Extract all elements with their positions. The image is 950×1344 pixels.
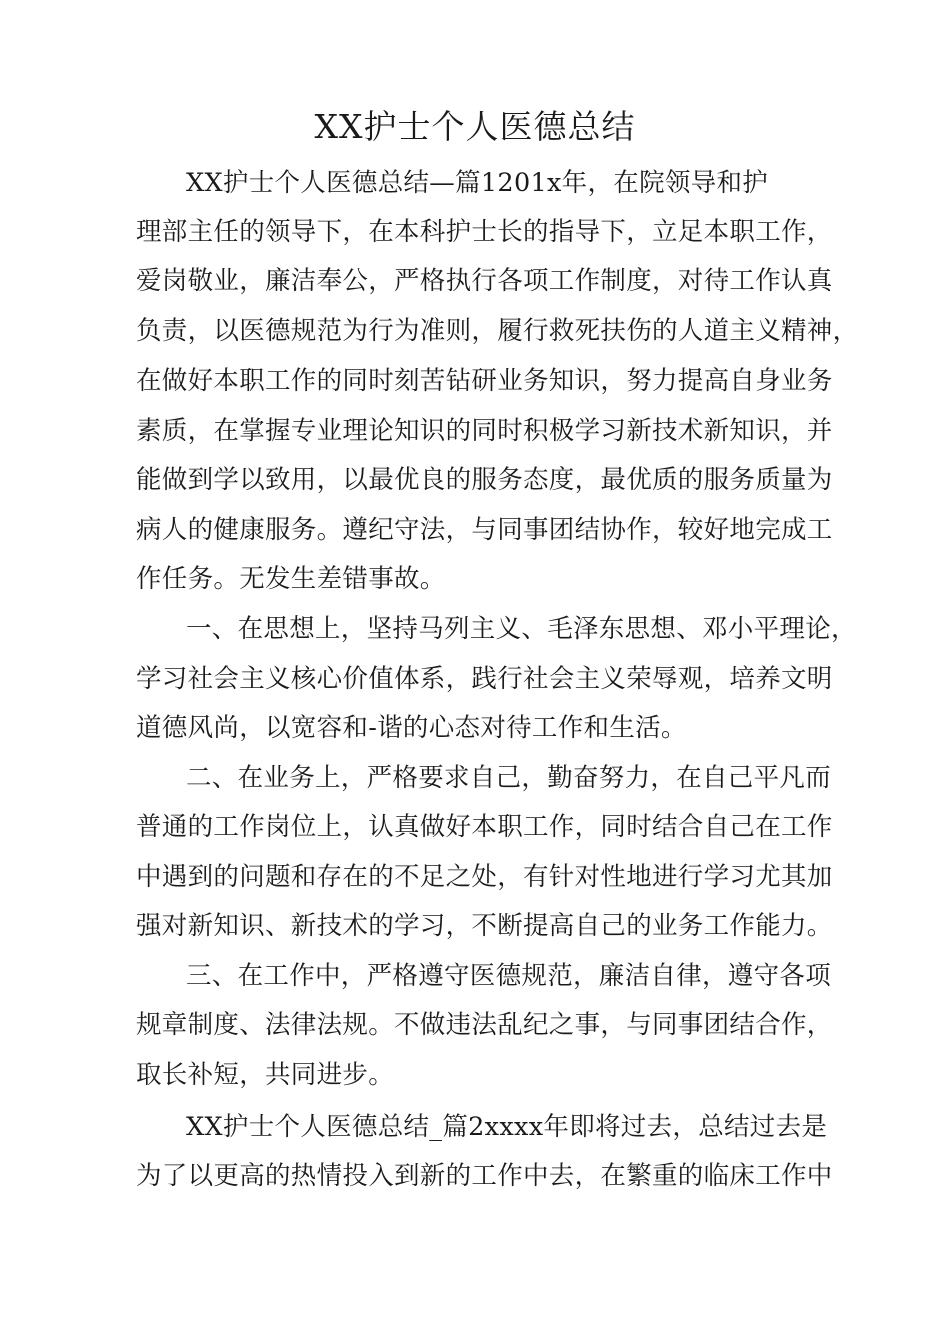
paragraph-line: 理部主任的领导下，在本科护士长的指导下，立足本职工作， [136, 217, 833, 247]
paragraph-line: 爱岗敬业，廉洁奉公，严格执行各项工作制度，对待工作认真 [136, 266, 833, 296]
paragraph-line: 强对新知识、新技术的学习，不断提高自己的业务工作能力。 [136, 911, 833, 941]
paragraph-line: XX护士个人医德总结_篇2xxxx年即将过去，总结过去是 [186, 1112, 828, 1142]
paragraph-line: 一、在思想上，坚持马列主义、毛泽东思想、邓小平理论， [186, 614, 857, 644]
paragraph-line: 为了以更高的热情投入到新的工作中去，在繁重的临床工作中 [136, 1161, 833, 1191]
document-title: XX护士个人医德总结 [314, 107, 636, 146]
paragraph-line: 病人的健康服务。遵纪守法，与同事团结协作，较好地完成工 [136, 515, 833, 545]
paragraph-line: 作任务。无发生差错事故。 [136, 564, 446, 594]
paragraph-line: 取长补短，共同进步。 [136, 1060, 395, 1090]
paragraph-line: 中遇到的问题和存在的不足之处，有针对性地进行学习尤其加 [136, 862, 833, 892]
paragraph-line: 素质，在掌握专业理论知识的同时积极学习新技术新知识，并 [136, 416, 833, 446]
paragraph-line: 三、在工作中，严格遵守医德规范，廉洁自律，遵守各项 [186, 961, 832, 991]
paragraph-line: 在做好本职工作的同时刻苦钻研业务知识，努力提高自身业务 [136, 366, 833, 396]
paragraph-line: 学习社会主义核心价值体系，践行社会主义荣辱观，培养文明 [136, 664, 833, 694]
paragraph-line: 负责，以医德规范为行为准则，履行救死扶伤的人道主义精神， [136, 316, 859, 346]
paragraph-line: 普通的工作岗位上，认真做好本职工作，同时结合自己在工作 [136, 812, 833, 842]
paragraph-line: 规章制度、法律法规。不做违法乱纪之事，与同事团结合作， [136, 1010, 833, 1040]
paragraph-line: 二、在业务上，严格要求自己，勤奋努力，在自己平凡而 [186, 763, 832, 793]
paragraph-line: 能做到学以致用，以最优良的服务态度，最优质的服务质量为 [136, 465, 833, 495]
paragraph-line: XX护士个人医德总结—篇1201x年，在院领导和护 [186, 168, 769, 198]
paragraph-line: 道德风尚，以宽容和-谐的心态对待工作和生活。 [136, 713, 687, 743]
